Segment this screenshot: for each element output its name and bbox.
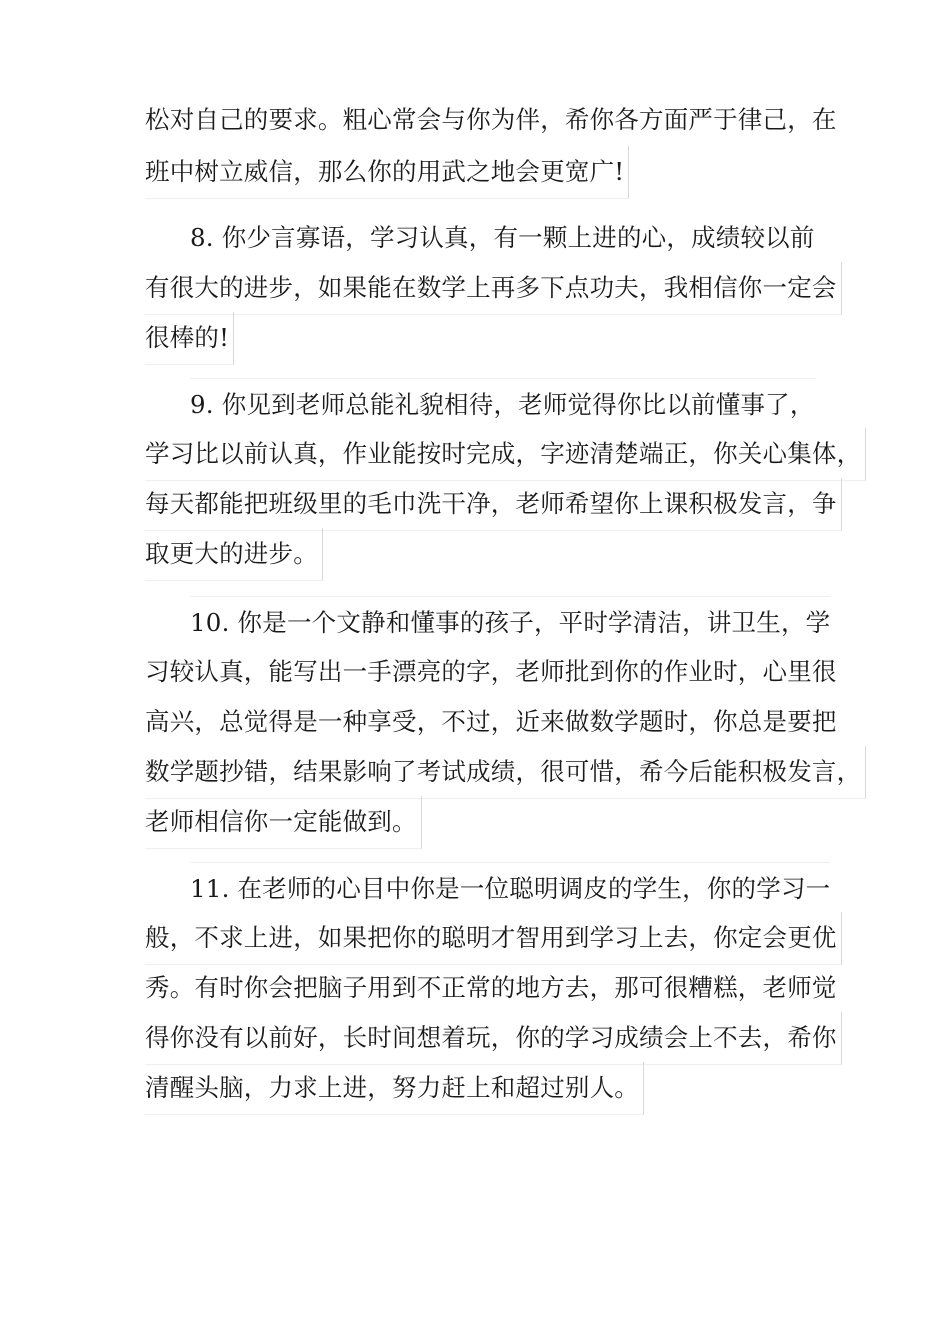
text-line: 得你没有以前好，长时间想着玩，你的学习成绩会上不去，希你 xyxy=(145,1012,842,1065)
text-line: 老师相信你一定能做到。 xyxy=(145,796,422,849)
text-line: 学习比以前认真，作业能按时完成，字迹清楚端正，你关心集体， xyxy=(145,428,866,481)
text-line: 班中树立威信，那么你的用武之地会更宽广! xyxy=(145,146,629,199)
text-line: 很棒的! xyxy=(145,312,234,365)
text-line: 般，不求上进，如果把你的聪明才智用到学习上去，你定会更优 xyxy=(145,912,842,965)
text-line: 10. 你是一个文静和懂事的孩子，平时学清洁，讲卫生，学 xyxy=(190,596,830,649)
text-line: 数学题抄错，结果影响了考试成绩，很可惜，希今后能积极发言， xyxy=(145,746,866,799)
text-line: 取更大的进步。 xyxy=(145,528,323,581)
text-line: 清醒头脑，力求上进，努力赶上和超过别人。 xyxy=(145,1062,644,1115)
text-line: 11. 在老师的心目中你是一位聪明调皮的学生，你的学习一 xyxy=(190,862,830,915)
text-line: 每天都能把班级里的毛巾洗干净，老师希望你上课积极发言，争 xyxy=(145,478,842,531)
text-line: 高兴，总觉得是一种享受，不过，近来做数学题时，你总是要把 xyxy=(145,707,837,736)
text-line: 8. 你少言寡语，学习认真，有一颗上进的心，成绩较以前 xyxy=(190,223,815,252)
text-line: 习较认真，能写出一手漂亮的字，老师批到你的作业时，心里很 xyxy=(145,657,837,686)
text-line: 有很大的进步，如果能在数学上再多下点功夫，我相信你一定会 xyxy=(145,262,842,315)
text-line: 松对自己的要求。粗心常会与你为伴，希你各方面严于律己，在 xyxy=(145,105,837,134)
text-line: 9. 你见到老师总能礼貌相待，老师觉得你比以前懂事了， xyxy=(190,378,815,431)
text-line: 秀。有时你会把脑子用到不正常的地方去，那可很糟糕，老师觉 xyxy=(145,973,837,1002)
